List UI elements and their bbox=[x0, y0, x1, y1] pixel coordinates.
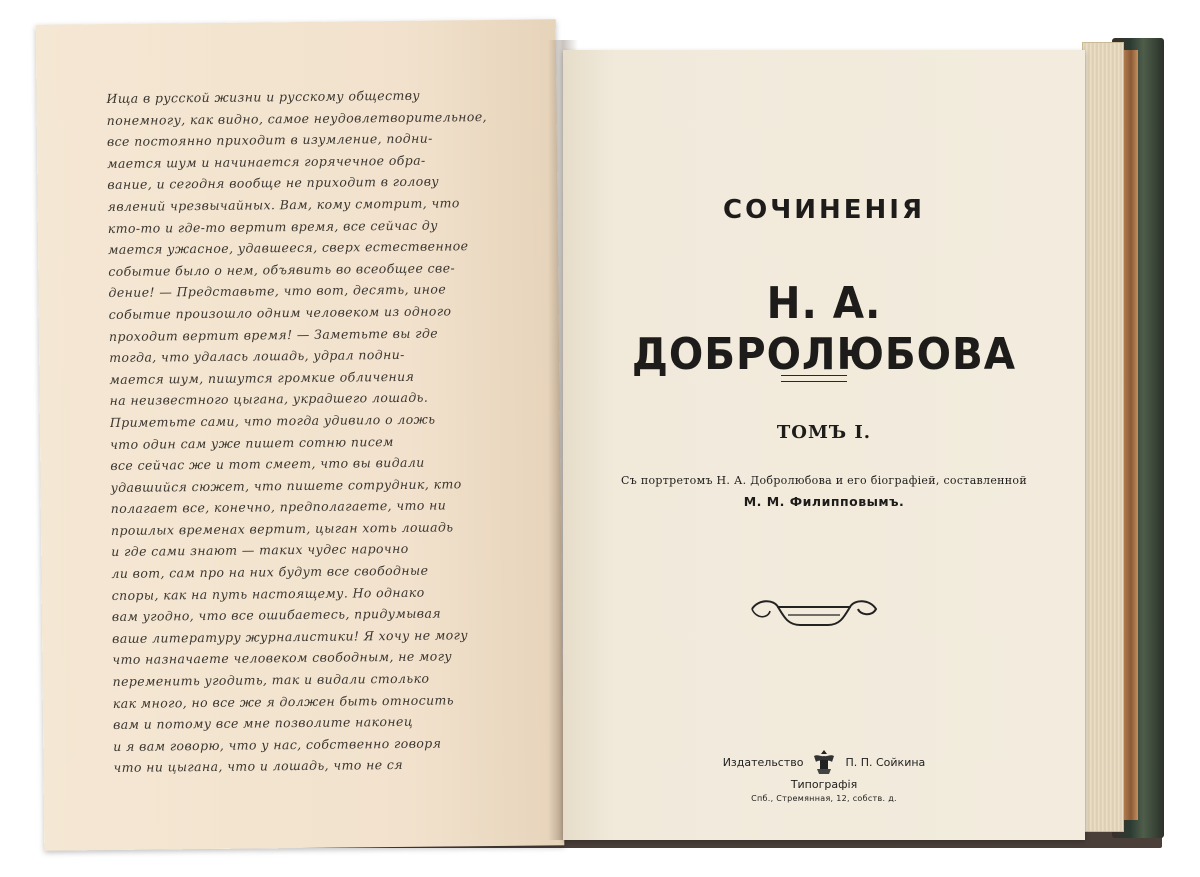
handwritten-line: переменить угодить, так и видали столько bbox=[112, 670, 430, 690]
title-line-2: Н. А. ДОБРОЛЮБОВА bbox=[631, 278, 1017, 380]
gilt-edge-strip bbox=[1124, 50, 1138, 820]
handwritten-line: мается шум, пишутся громкие обличения bbox=[109, 368, 415, 387]
handwritten-line: тогда, что удалась лошадь, удрал подни- bbox=[109, 347, 405, 366]
handwritten-line: на неизвестного цыгана, украдшего лошадь. bbox=[109, 389, 429, 409]
handwritten-line: что ни цыгана, что и лошадь, что не ся bbox=[113, 757, 404, 776]
handwritten-text bbox=[106, 83, 553, 779]
publisher-address: Спб., Стремянная, 12, собств. д. bbox=[751, 794, 897, 803]
handwritten-line: Приметьте сами, что тогда удивило о ложь bbox=[109, 411, 436, 430]
imperial-crest-icon bbox=[811, 747, 837, 777]
volume-label: ТОМЪ I. bbox=[776, 422, 872, 443]
handwritten-line: вание, и сегодня вообще не приходит в голову bbox=[107, 173, 440, 193]
handwritten-line: удавшийся сюжет, что пишете сотрудник, кто bbox=[110, 475, 462, 495]
handwritten-line: Ища в русской жизни и русскому обществу bbox=[106, 87, 421, 107]
handwritten-line: все постоянно приходит в изумление, подни- bbox=[106, 130, 433, 150]
handwritten-line: как много, но все же я должен быть относить bbox=[112, 692, 455, 711]
handwritten-line: все сейчас же и тот смеет, что вы видали bbox=[110, 454, 425, 474]
page-stack-edge bbox=[1082, 42, 1124, 832]
handwritten-line: дение! — Представьте, что вот, десять, иное bbox=[108, 281, 447, 301]
handwritten-line: прошлых временах вертит, цыган хоть лошадь bbox=[110, 519, 454, 538]
handwritten-line: событие произошло одним человеком из одного bbox=[108, 303, 452, 322]
handwritten-line: понемногу, как видно, самое неудовлетворительное, bbox=[106, 108, 488, 128]
publisher-label: Издательство bbox=[722, 755, 804, 769]
handwritten-line: и я вам говорю, что у нас, собственно говоря bbox=[113, 735, 442, 754]
handwritten-line: явлений чрезвычайных. Вам, кому смотрит, что bbox=[107, 195, 460, 214]
handwritten-line: что назначаете человеком свободным, не могу bbox=[112, 648, 453, 668]
handwritten-line: ли вот, сам про на них будут все свободные bbox=[111, 562, 429, 582]
subtitle: Съ портретомъ Н. А. Добролюбова и его біографіей, составленной bbox=[621, 474, 1027, 487]
handwritten-line: мается шум и начинается горячечное обра- bbox=[107, 152, 426, 171]
handwritten-page bbox=[36, 19, 565, 850]
handwritten-line: и где сами знают — таких чудес нарочно bbox=[111, 541, 409, 560]
publisher-name: П. П. Сойкина bbox=[845, 755, 926, 769]
publisher-imprint bbox=[563, 747, 1085, 777]
scroll-ornament-icon bbox=[748, 595, 880, 629]
handwritten-line: полагает все, конечно, предполагаете, что ни bbox=[110, 497, 447, 517]
double-rule-divider bbox=[781, 375, 847, 382]
handwritten-line: проходит вертит время! — Заметьте вы где bbox=[108, 325, 439, 344]
handwritten-line: событие было о нем, объявить во всеобщее све- bbox=[108, 260, 456, 279]
handwritten-line: споры, как на путь настоящему. Но однако bbox=[111, 584, 425, 603]
handwritten-line: кто-то и где-то вертит время, все сейчас ду bbox=[107, 217, 438, 236]
handwritten-line: вам угодно, что все ошибаетесь, придумывая bbox=[111, 605, 442, 625]
handwritten-line: вам и потому все мне позволите наконец bbox=[112, 714, 413, 733]
handwritten-line: ваше литературу журналистики! Я хочу не могу bbox=[112, 627, 469, 646]
title-page bbox=[563, 50, 1085, 840]
handwritten-line: что один сам уже пишет сотню писем bbox=[110, 433, 394, 452]
handwritten-line: мается ужасное, удавшееся, сверх естественное bbox=[107, 238, 469, 258]
compiler-name: М. М. Филипповымъ. bbox=[743, 494, 905, 509]
printing-label: Типографія bbox=[790, 778, 858, 791]
title-line-1: СОЧИНЕНІЯ bbox=[723, 195, 925, 225]
